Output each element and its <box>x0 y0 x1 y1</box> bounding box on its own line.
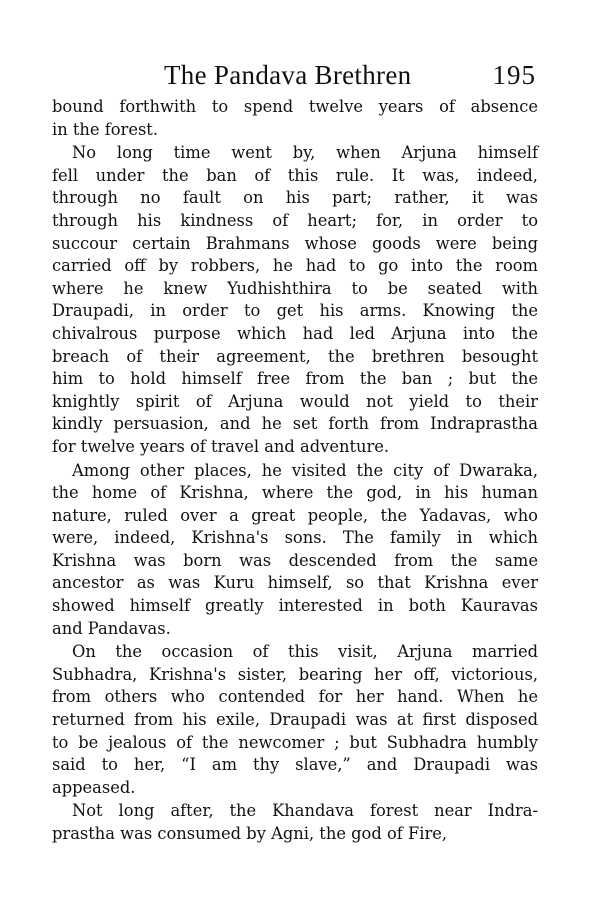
text-line: showed himself greatly interested in both Kauravas <box>52 596 538 616</box>
text-line: and Pandavas. <box>52 618 171 638</box>
text-line: where he knew Yudhishthira to be seated with <box>52 278 538 298</box>
text-line: knightly spirit of Arjuna would not yield to their <box>52 391 538 411</box>
body-text <box>52 96 538 847</box>
text-line: fell under the ban of this rule. It was, indeed, <box>52 165 538 185</box>
text-line: ancestor as was Kuru himself, so that Krishna ever <box>52 573 538 593</box>
text-line: him to hold himself free from the ban ; but the <box>52 369 538 389</box>
text-line: bound forthwith to spend twelve years of absence <box>52 97 538 116</box>
text-line: through his kindness of heart; for, in order to <box>52 210 538 230</box>
text-line: from others who contended for her hand. When he <box>52 687 538 707</box>
running-title: The Pandava Brethren <box>164 60 412 90</box>
paragraph <box>52 641 538 799</box>
text-line: prastha was consumed by Agni, the god of Fire, <box>52 824 448 843</box>
text-line: the home of Krishna, where the god, in his human <box>52 483 538 503</box>
text-line: nature, ruled over a great people, the Yadavas, who <box>52 505 538 525</box>
text-line: chivalrous purpose which had led Arjuna into the <box>52 323 538 343</box>
text-line: Krishna was born was descended from the same <box>52 550 538 570</box>
text-line: were, indeed, Krishna's sons. The family in which <box>52 528 538 548</box>
paragraph <box>52 96 538 141</box>
paragraph <box>52 142 538 458</box>
text-line: Not long after, the Khandava forest near Indra- <box>72 801 538 821</box>
paragraph <box>52 460 538 641</box>
text-line: On the occasion of this visit, Arjuna married <box>72 642 538 662</box>
page-header <box>52 60 542 96</box>
text-line: breach of their agreement, the brethren besought <box>52 346 538 366</box>
text-line: to be jealous of the newcomer ; but Subhadra humbly <box>52 732 538 752</box>
text-line: through no fault on his part; rather, it was <box>52 188 538 208</box>
page-number: 195 <box>492 60 536 90</box>
paragraph <box>52 800 538 845</box>
text-line: kindly persuasion, and he set forth from Indraprastha <box>52 414 538 434</box>
text-line: returned from his exile, Draupadi was at first disposed <box>52 710 538 730</box>
text-line: Subhadra, Krishna's sister, bearing her off, victorious, <box>52 664 538 684</box>
text-line: said to her, “I am thy slave,” and Draupadi was <box>52 755 538 775</box>
text-line: succour certain Brahmans whose goods were being <box>52 233 538 253</box>
text-line: Draupadi, in order to get his arms. Knowing the <box>52 301 538 321</box>
text-line: carried off by robbers, he had to go into the room <box>52 256 538 276</box>
text-line: No long time went by, when Arjuna himself <box>72 143 538 163</box>
text-line: Among other places, he visited the city of Dwaraka, <box>72 460 538 480</box>
text-line: appeased. <box>52 777 136 797</box>
text-line: in the forest. <box>52 119 159 139</box>
text-line: for twelve years of travel and adventure. <box>52 436 390 456</box>
